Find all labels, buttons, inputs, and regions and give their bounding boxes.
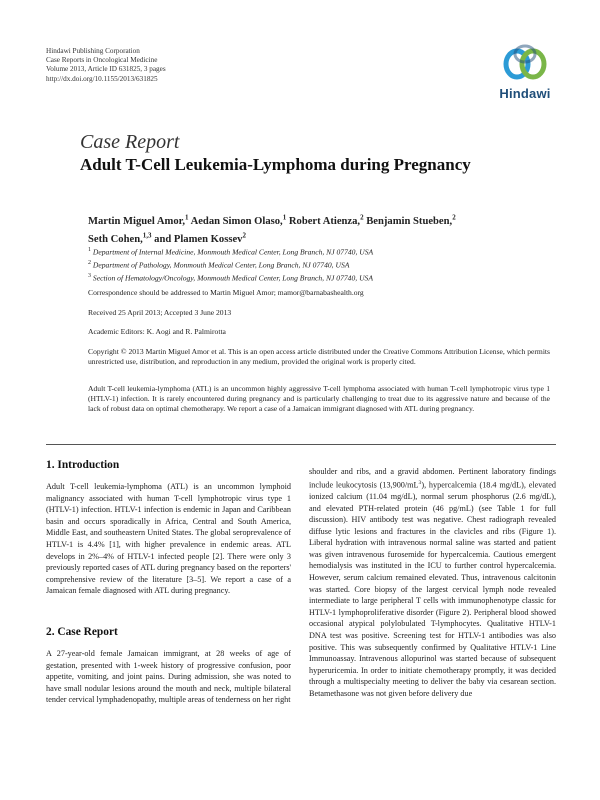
author-list	[88, 210, 548, 247]
article-title: Adult T-Cell Leukemia-Lymphoma during Pregnancy	[80, 155, 471, 174]
publisher: Hindawi Publishing Corporation	[46, 47, 140, 55]
introduction-text: Adult T-cell leukemia-lymphoma (ATL) is an uncommon lymphoid malignancy associated with human T-cell lymphotropic virus type 1 (HTLV-1) infection. HTLV-1 infection is endemic in Japan and Caribbean basin and occurs sporadically in Africa, Central and South America, Middle East, and southeastern United States. The global seroprevalence of HTLV-1 is 4.4% [1], with higher prevalence in endemic areas. ATL develops in 2%–4% of HTLV-1 infected people [2]. There were only 3 previously reported cases of ATL during pregnancy based on the reporters' comprehensive review of the literature [3–5]. We report a case of a Jamaican female diagnosed with ATL during pregnancy.	[46, 482, 291, 596]
abstract: Adult T-cell leukemia-lymphoma (ATL) is an uncommon highly aggressive T-cell lymphoma associated with human T-cell lymphotropic virus type 1 (HTLV-1) infection. It is rarely encountered during pregnancy and is particularly challenging to treat due to its aggressive nature and because of the lack of robust data on optimal chemotherapy. We report a case of a Jamaican immigrant diagnosed with ATL during pregnancy.	[88, 384, 550, 414]
received-dates: Received 25 April 2013; Accepted 3 June 2013	[88, 308, 232, 317]
article-type: Case Report	[80, 131, 180, 153]
author: Aedan Simon Olaso,$^1$	[190, 213, 287, 227]
case-report-section	[46, 627, 291, 639]
academic-editors: Academic Editors: K. Aogi and R. Palmirotta	[88, 327, 226, 336]
volume-info: Volume 2013, Article ID 631825, 3 pages	[46, 65, 166, 74]
affiliation: $^3$ Section of Hematology/Oncology, Monmouth Medical Center, Long Branch, NJ 07740, USA	[88, 272, 373, 283]
affiliation: $^1$ Department of Internal Medicine, Monmouth Medical Center, Long Branch, NJ 07740, USA	[88, 247, 374, 257]
logo-text: Hindawi	[499, 86, 551, 101]
affiliations	[88, 245, 558, 284]
copyright-notice: Copyright © 2013 Martin Miguel Amor et al. This is an open access article distributed under the Creative Commons Attribution License, which permits unrestricted use, distribution, and reproduction in any medium, provided the original work is properly cited.	[88, 347, 550, 367]
author: Martin Miguel Amor,$^1$	[88, 213, 189, 227]
author: Robert Atienza,$^2$	[288, 213, 364, 227]
case-report-continued: shoulder and ribs, and a gravid abdomen. Pertinent laboratory findings include leukocytosis $(13,900/mL^3)$, hypercalcemia (18.4 mg/dL), elevated ionized calcium (11.04 mg/dL), normal serum phosphorus (2.6 mg/dL), and elevated PTH-related protein (46 pg/mL) (see Table 1 for full discussion). HIV antibody test was negative. Chest radiograph revealed diffuse lytic lesions and fractures in the clavicles and ribs (Figure 1). Liberal hydration with intravenous normal saline was started and patient was given intravenous furosemide for hypercalcemia. Cautious emergent hemodialysis was instituted in the ICU to further control hypercalcemia. However, serum calcium remained elevated. Thus, intravenous calcitonin was started. Core biopsy of the largest cervical lymph node revealed intermediate to large peripheral T cells with immunophenotype classic for HTLV-1 lymphoproliferative disorder (Figure 2). Peripheral blood showed occasional atypical polylobulated T-lymphocytes. Qualitative HTLV-1 DNA test was positive. Screening test for HTLV-1 antibodies was also positive. This was subsequently confirmed by Qualitative HTLV-1 Line Immunoassay. Intravenous allopurinol was started because of subsequent hyperuricemia. In order to initiate chemotherapy promptly, it was decided through a multispecialty meeting to deliver the baby via cesarean section. Betamethasone was not given before delivery due	[309, 467, 557, 699]
author: Seth Cohen,$^{1,3}$	[88, 231, 152, 246]
affiliation: $^2$ Department of Pathology, Monmouth Medical Center, Long Branch, NJ 07740, USA	[88, 259, 350, 270]
author: and Plamen Kossev$^2$	[154, 231, 246, 246]
section-divider	[46, 444, 556, 445]
journal-header	[46, 47, 166, 84]
case-report-text: A 27-year-old female Jamaican immigrant, at 28 weeks of age of gestation, presented with 1-week history of progressive confusion, poor appetite, vomiting, and joint pains. During admission, she was noted to have small nodular lesions around the mouth and neck, multiple bilateral tender cervical lymphadenopathy, multiple areas of tenderness on her right	[46, 649, 291, 705]
introduction-heading: 1. Introduction	[46, 459, 120, 471]
author: Benjamin Stueben,$^2$	[366, 213, 456, 227]
doi-link[interactable]: http://dx.doi.org/10.1155/2013/631825	[46, 74, 158, 83]
correspondence: Correspondence should be addressed to Martin Miguel Amor; mamor@barnabashealth.org	[88, 288, 364, 297]
journal-name: Case Reports in Oncological Medicine	[46, 56, 158, 65]
case-report-heading: 2. Case Report	[46, 626, 118, 638]
introduction-section	[46, 460, 291, 472]
hindawi-logo-icon	[494, 40, 556, 86]
hindawi-logo	[494, 40, 556, 106]
